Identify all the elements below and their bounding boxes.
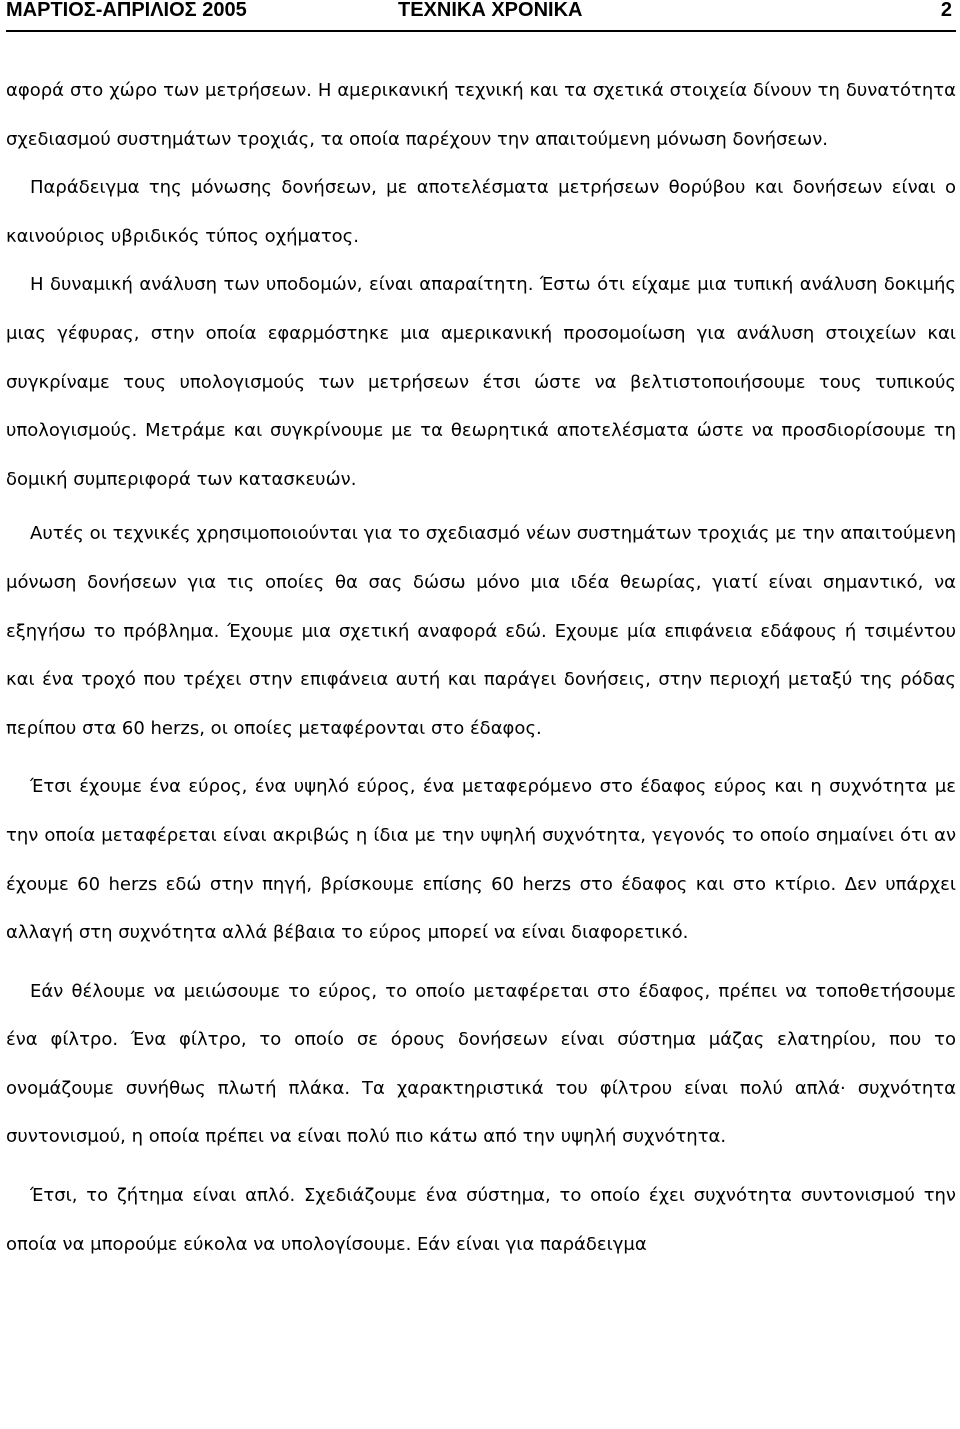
paragraph-5: Έτσι έχουμε ένα εύρος, ένα υψηλό εύρος, ένα μεταφερόμενο στο έδαφος εύρος και η συχνότητα με την οποία μεταφέρεται είναι ακριβώς η ίδια με την υψηλή συχνότητα, γεγονός το οποίο σημαίνει ότι αν έχουμε 60 herzs εδώ στην πηγή, βρίσκουμε επίσης 60 herzs στο έδαφος και στο κτίριο. Δεν υπάρχει αλλαγή στη συχνότητα αλλά βέβαια το εύρος μπορεί να είναι διαφορετικό. — [6, 776, 956, 944]
paragraph-6: Εάν θέλουμε να μειώσουμε το εύρος, το οποίο μεταφέρεται στο έδαφος, πρέπει να τοποθετήσουμε ένα φίλτρο. Ένα φίλτρο, το οποίο σε όρους δονήσεων είναι σύστημα μάζας ελατηρίου, που το ονομάζουμε συνήθως πλωτή πλάκα. Τα χαρακτηριστικά του φίλτρου είναι πολύ απλά· συχνότητα συντονισμού, η οποία πρέπει να είναι πολύ πιο κάτω από την υψηλή συχνότητα. — [6, 980, 956, 1148]
document-page — [6, 0, 956, 1269]
paragraph-1: αφορά στο χώρο των μετρήσεων. Η αμερικανική τεχνική και τα σχετικά στοιχεία δίνουν τη δυνατότητα σχεδιασμού συστημάτων τροχιάς, τα οποία παρέχουν την απαιτούμενη μόνωση δονήσεων. — [6, 80, 956, 150]
page-header — [6, 0, 956, 32]
header-date: ΜΑΡΤΙΟΣ-ΑΠΡΙΛΙΟΣ 2005 — [6, 0, 247, 21]
paragraph-2: Παράδειγμα της μόνωσης δονήσεων, με αποτελέσματα μετρήσεων θορύβου και δονήσεων είναι ο καινούριος υβριδικός τύπος οχήματος. — [6, 177, 956, 247]
paragraph-7: Έτσι, το ζήτημα είναι απλό. Σχεδιάζουμε ένα σύστημα, το οποίο έχει συχνότητα συντονισμού την οποία να μπορούμε εύκολα να υπολογίσουμε. Εάν είναι για παράδειγμα — [6, 1185, 956, 1255]
header-journal-title: ΤΕΧΝΙΚΑ ΧΡΟΝΙΚΑ — [398, 0, 583, 21]
paragraph-4: Αυτές οι τεχνικές χρησιμοποιούνται για το σχεδιασμό νέων συστημάτων τροχιάς με την απαιτούμενη μόνωση δονήσεων για τις οποίες θα σας δώσω μόνο μια ιδέα θεωρίας, γιατί είναι σημαντικό, να εξηγήσω το πρόβλημα. Έχουμε μια σχετική αναφορά εδώ. Εχουμε μία επιφάνεια εδάφους ή τσιμέντου και ένα τροχό που τρέχει στην επιφάνεια αυτή και παράγει δονήσεις, στην περιοχή μεταξύ της ρόδας περίπου στα 60 herzs, οι οποίες μεταφέρονται στο έδαφος. — [6, 523, 956, 739]
paragraph-3: Η δυναμική ανάλυση των υποδομών, είναι απαραίτητη. Έστω ότι είχαμε μια τυπική ανάλυση δοκιμής μιας γέφυρας, στην οποία εφαρμόστηκε μια αμερικανική προσομοίωση για ανάλυση στοιχείων και συγκρίναμε τους υπολογισμούς των μετρήσεων έτσι ώστε να βελτιστοποιήσουμε τους τυπικούς υπολογισμούς. Μετράμε και συγκρίνουμε με τα θεωρητικά αποτελέσματα ώστε να προσδιορίσουμε τη δομική συμπεριφορά των κατασκευών. — [6, 274, 956, 490]
header-page-number: 2 — [940, 0, 952, 21]
article-body — [6, 67, 956, 1269]
